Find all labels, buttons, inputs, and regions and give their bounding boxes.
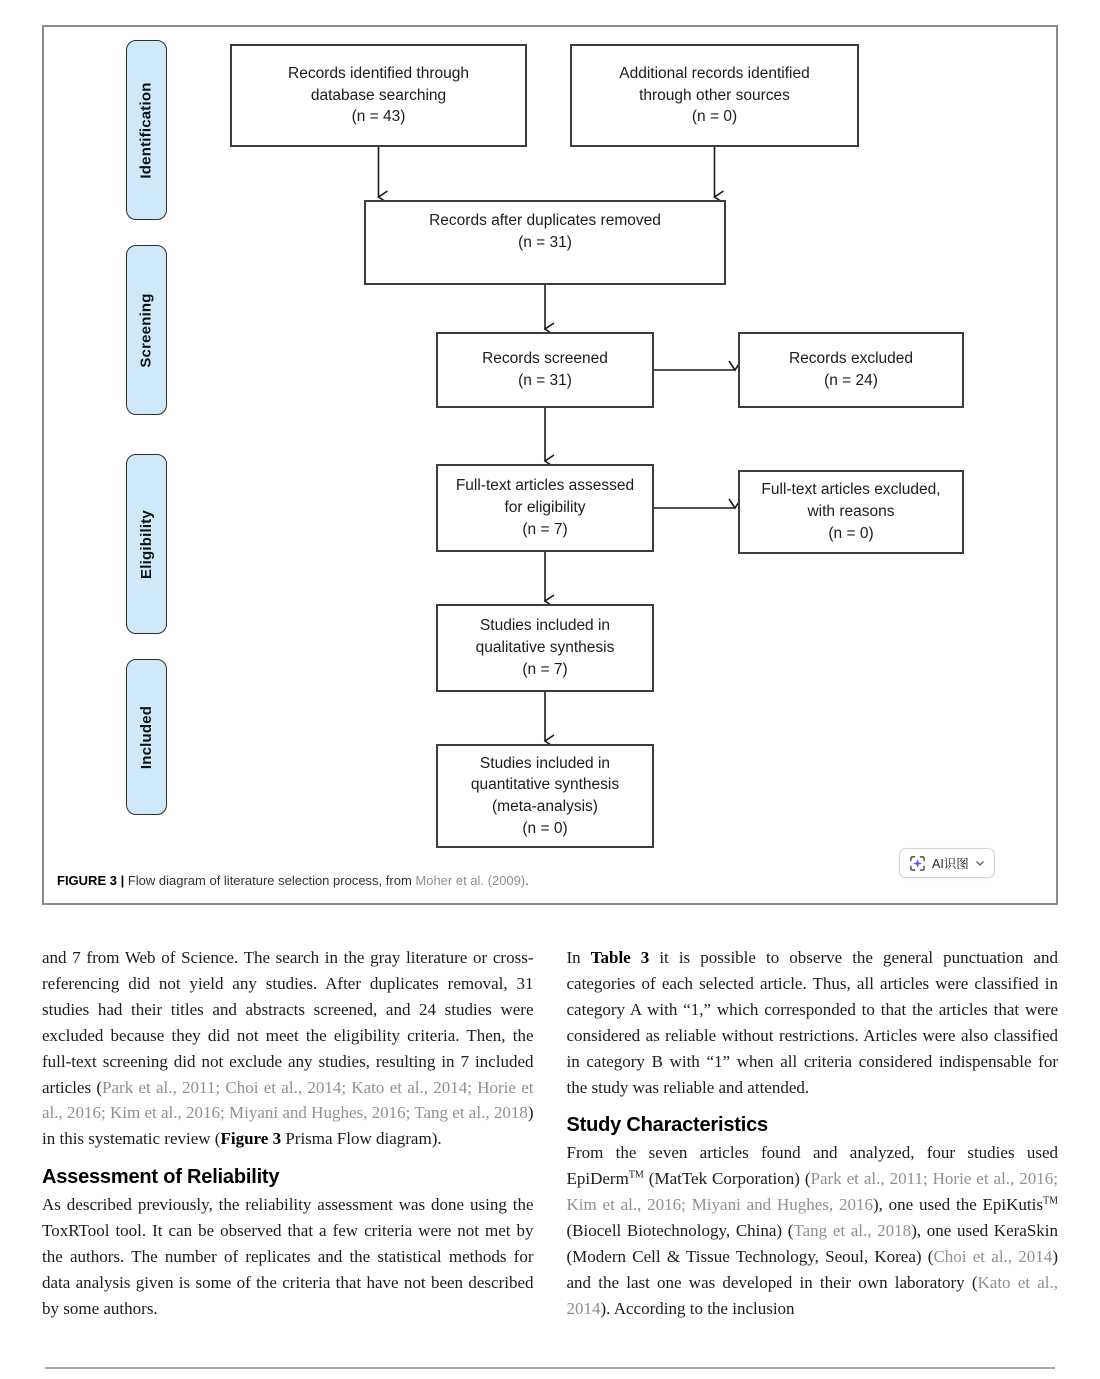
left-column [42,945,534,1322]
ai-badge-label: AI识图 [932,857,969,871]
flow-node-text: Records excluded (n = 24) [788,350,914,389]
flow-node-text: Studies included in qualitative synthesis (n = 7) [475,617,615,678]
stage-label-text: Screening [138,292,156,368]
stage-label-identification [126,40,167,220]
flow-node-text: Full-text articles excluded, with reasons (n = 0) [761,481,941,542]
paragraph: From the seven articles found and analyzed, four studies used EpiDerm™ (MatTek Corporation) (Park et al., 2011; Horie et al., 2016; Kim et al., 2016; Miyani and Hughes, 2016), one used the EpiKutis™ (Biocell Biotechnology, China) (Tang et al., 2018), one used KeraSkin (Modern Cell & Tissue Technology, Seoul, Korea) (Choi et al., 2014) and the last one was developed in their own laboratory (Kato et al., 2014). According to the inclusion [566,1143,1058,1318]
bottom-divider [45,1367,1055,1369]
paragraph: In Table 3 it is possible to observe the general punctuation and categories of each selected article. Thus, all articles were classified in category A with “1,” which corresponded to that the articles that were considered as reliable without restrictions. Articles were also classified in category B with “1” when all criteria considered indispensable for the study was reliable and attended. [566,948,1058,1097]
figure-caption: FIGURE 3 | Flow diagram of literature selection process, from Moher et al. (2009). [57,873,529,888]
flow-node-qualitative-synthesis [436,604,654,692]
stage-label-screening [126,245,167,415]
paragraph: and 7 from Web of Science. The search in the gray literature or cross-referencing did not yield any studies. After duplicates removal, 31 studies had their titles and abstracts screened, and 24 studies were excluded because they did not meet the eligibility criteria. Then, the full-text screening did not exclude any studies, resulting in 7 included articles (Park et al., 2011; Choi et al., 2014; Kato et al., 2014; Horie et al., 2016; Kim et al., 2016; Miyani and Hughes, 2016; Tang et al., 2018) in this systematic review (Figure 3 Prisma Flow diagram). [42,948,534,1149]
stage-label-included [126,659,167,815]
flow-node-text: Full-text articles assessed for eligibility (n = 7) [455,477,635,538]
stage-label-text: Identification [138,81,156,179]
chevron-down-icon [975,860,985,867]
flow-node-fulltext-excluded [738,470,964,554]
right-column [567,945,1059,1322]
ai-image-recognition-badge[interactable] [899,848,995,878]
flow-node-text: Additional records identified through other sources (n = 0) [619,64,810,126]
flow-node-records-identified [230,44,527,147]
flow-node-additional-records [570,44,859,147]
flow-node-text: Records screened (n = 31) [482,350,608,389]
section-heading-assessment-of-reliability: Assessment of Reliability [42,1166,280,1189]
scan-sparkle-icon [909,855,926,872]
flow-node-text: Studies included in quantitative synthesis (meta-analysis) (n = 0) [470,754,620,837]
article-body [42,945,1058,1322]
flow-node-fulltext-assessed [436,464,654,552]
flow-node-quantitative-synthesis [436,744,654,848]
stage-label-eligibility [126,454,167,634]
flow-node-text: Records identified through database searching (n = 43) [288,64,469,126]
figure-panel [42,25,1058,905]
flow-node-records-excluded [738,332,964,408]
flow-node-text: Records after duplicates removed (n = 31) [429,212,661,251]
flow-node-duplicates-removed [364,200,726,285]
section-heading-study-characteristics: Study Characteristics [566,1114,768,1137]
flow-node-records-screened [436,332,654,408]
paragraph: As described previously, the reliability assessment was done using the ToxRTool tool. It can be observed that a few criteria were not met by the authors. The number of replicates and the statistical methods for data analysis given is some of the criteria that have not been described by some authors. [42,1195,534,1318]
prisma-flow-diagram [44,27,1056,903]
stage-label-text: Eligibility [138,509,155,579]
stage-label-text: Included [138,705,155,769]
